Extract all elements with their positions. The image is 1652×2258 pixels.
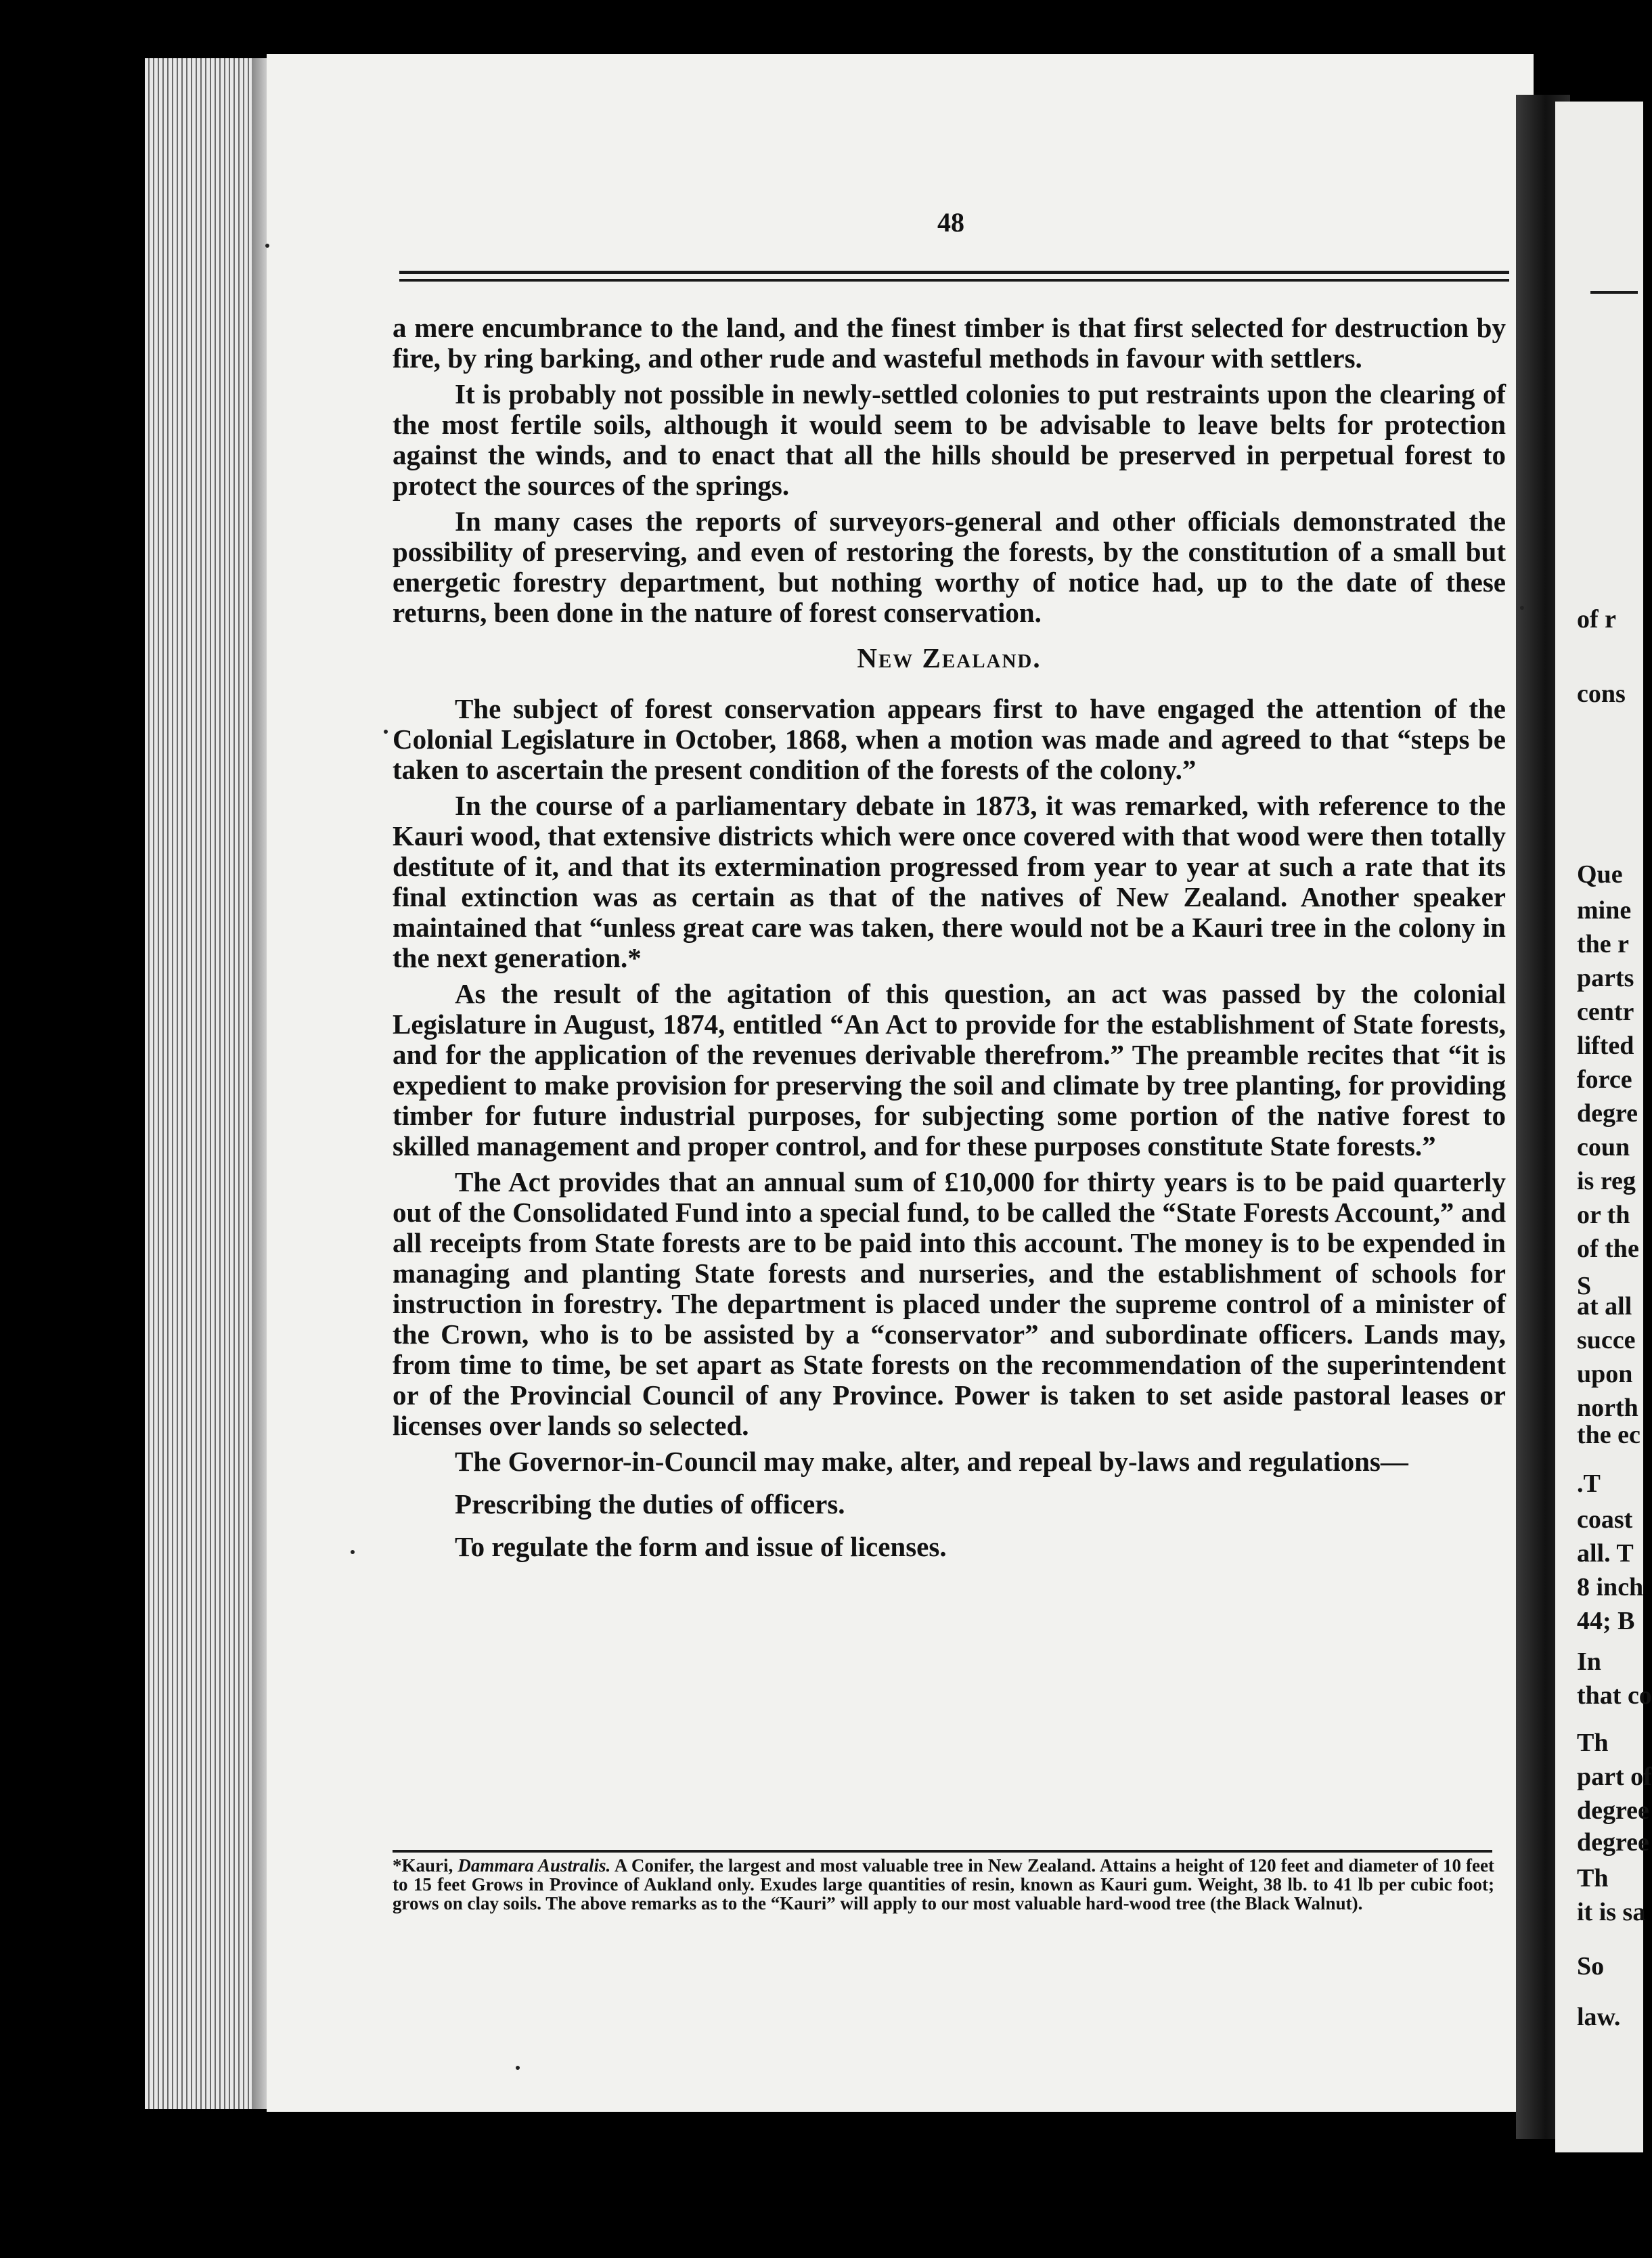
facing-page-fragment: upon <box>1577 1360 1633 1388</box>
facing-page-fragment: north <box>1577 1394 1638 1422</box>
facing-page-fragment: Th <box>1577 1729 1609 1757</box>
footnote-rule <box>393 1850 1492 1853</box>
facing-page-rule <box>1590 291 1638 294</box>
scan-speck <box>384 730 388 734</box>
facing-page-fragment: centr <box>1577 998 1634 1026</box>
facing-page-fragment: law. <box>1577 2003 1621 2031</box>
facing-page-fragment: degree <box>1577 1828 1649 1857</box>
facing-page-fragment: force <box>1577 1065 1632 1094</box>
page-number: 48 <box>937 207 964 238</box>
facing-page-fragment: parts <box>1577 964 1634 992</box>
section-heading: New Zealand. <box>857 642 1042 673</box>
scan-speck <box>351 1550 355 1554</box>
facing-page-fragment: the ec <box>1577 1421 1640 1449</box>
scan-speck <box>1520 606 1524 610</box>
facing-page-fragment: Que <box>1577 860 1623 889</box>
facing-page-fragment: 44; B <box>1577 1607 1635 1635</box>
facing-page-fragment: it is sa <box>1577 1898 1646 1926</box>
facing-page-fragment: mine <box>1577 896 1632 925</box>
paragraph: As the result of the agitation of this question, an act was passed by the colonial Legislature in August, 1874, entitled “An Act to provide for the establishment of State forests, and for the application of the revenues derivable therefrom.” The preamble recites that “it is expedient to make provision for preserving the soil and climate by tree planting, for providing timber for future industrial purposes, for subjecting some portion of the native forest to skilled management and proper control, and for these purposes constitute State forests.” <box>393 978 1506 1161</box>
footnote-species: Dammara Australis. <box>457 1855 611 1876</box>
facing-page-fragment: lifted <box>1577 1032 1634 1060</box>
facing-page-fragment: degree <box>1577 1796 1649 1825</box>
paragraph: The Governor-in-Council may make, alter, and repeal by-laws and regulations— <box>455 1446 1408 1477</box>
header-rule <box>399 271 1509 274</box>
facing-page-fragment: 8 inch <box>1577 1573 1644 1601</box>
list-item: To regulate the form and issue of licenses. <box>455 1531 947 1562</box>
footnote-lead: *Kauri, <box>393 1855 458 1876</box>
facing-page-fragment: part of <box>1577 1763 1652 1791</box>
facing-page-fragment: of r <box>1577 605 1617 634</box>
paragraph: In many cases the reports of surveyors-general and other officials demonstrated the possibility of preserving, and even of restoring the forests, by the constitution of a small but energetic forestry department, but nothing worthy of notice had, up to the date of these returns, been done in the nature of forest conservation. <box>393 506 1506 628</box>
facing-page-fragment: coast <box>1577 1505 1633 1534</box>
paragraph: a mere encumbrance to the land, and the finest timber is that first selected for destruction by fire, by ring barking, and other rude and wasteful methods in favour with settlers. <box>393 312 1506 374</box>
scan-speck <box>516 2066 520 2070</box>
facing-page-fragment: all. T <box>1577 1539 1634 1568</box>
facing-page-fragment: cons <box>1577 680 1626 708</box>
facing-page-fragment: degre <box>1577 1099 1638 1128</box>
footnote <box>393 1856 1494 1913</box>
paragraph: The subject of forest conservation appears first to have engaged the attention of the Colonial Legislature in October, 1868, when a motion was made and agreed to that “steps be taken to ascertain the present condition of the forests of the colony.” <box>393 693 1506 785</box>
header-rule-thin <box>399 279 1509 282</box>
page-body <box>393 313 1506 1568</box>
list-item: Prescribing the duties of officers. <box>455 1488 845 1520</box>
scan-speck <box>265 244 269 248</box>
facing-page-fragment: coun <box>1577 1133 1630 1161</box>
facing-page-fragment: or th <box>1577 1201 1630 1229</box>
facing-page-fragment: In <box>1577 1647 1601 1676</box>
facing-page-fragment: S <box>1577 1272 1592 1300</box>
facing-page-fragment: So <box>1577 1952 1605 1980</box>
facing-page-fragment: at all <box>1577 1292 1632 1321</box>
paragraph: It is probably not possible in newly-settled colonies to put restraints upon the clearing of the most fertile soils, although it would seem to be advisable to leave belts for protection against the winds, and to enact that all the hills should be preserved in perpetual forest to protect the sources of the springs. <box>393 378 1506 501</box>
facing-page-fragment: is reg <box>1577 1167 1636 1195</box>
paragraph: In the course of a parliamentary debate in 1873, it was remarked, with reference to the Kauri wood, that extensive districts which were once covered with that wood were then totally destitute of it, and that its extermination progressed from year to year at such a rate that its final extinction was as certain as that of the natives of New Zealand. Another speaker maintained that “unless great care was taken, there would not be a Kauri tree in the colony in the next generation.* <box>393 790 1506 973</box>
paragraph: The Act provides that an annual sum of £10,000 for thirty years is to be paid quarterly out of the Consolidated Fund into a special fund, to be called the “State Forests Account,” and all receipts from State forests are to be paid into this account. The money is to be expended in managing and planting State forests and nurseries, and the establishment of schools for instruction in forestry. The department is placed under the supreme control of a minister of the Crown, who is to be assisted by a “conservator” and subordinate officers. Lands may, from time to time, be set apart as State forests on the recommendation of the superintendent or of the Provincial Council of any Province. Power is taken to set aside pastoral leases or licenses over lands so selected. <box>393 1166 1506 1441</box>
footnote-body: A Conifer, the largest and most valuable tree in New Zealand. Attains a height of 120 feet and diameter of 10 feet to 15 feet Grows in Province of Aukland only. Exudes large quantities of resin, known as Kauri gum. Weight, 38 lb. to 41 lb per cubic foot; grows on clay soils. The above remarks as to the “Kauri” will apply to our most valuable hard-wood tree (the Black Walnut). <box>393 1855 1494 1913</box>
page-edges <box>145 58 267 2109</box>
facing-page-fragment: that co <box>1577 1681 1652 1710</box>
facing-page-fragment: Th <box>1577 1864 1609 1892</box>
facing-page-fragment: .T <box>1577 1469 1601 1498</box>
facing-page-fragment: of the <box>1577 1235 1639 1263</box>
facing-page-fragment: the r <box>1577 930 1630 958</box>
facing-page-fragment: succe <box>1577 1326 1636 1354</box>
